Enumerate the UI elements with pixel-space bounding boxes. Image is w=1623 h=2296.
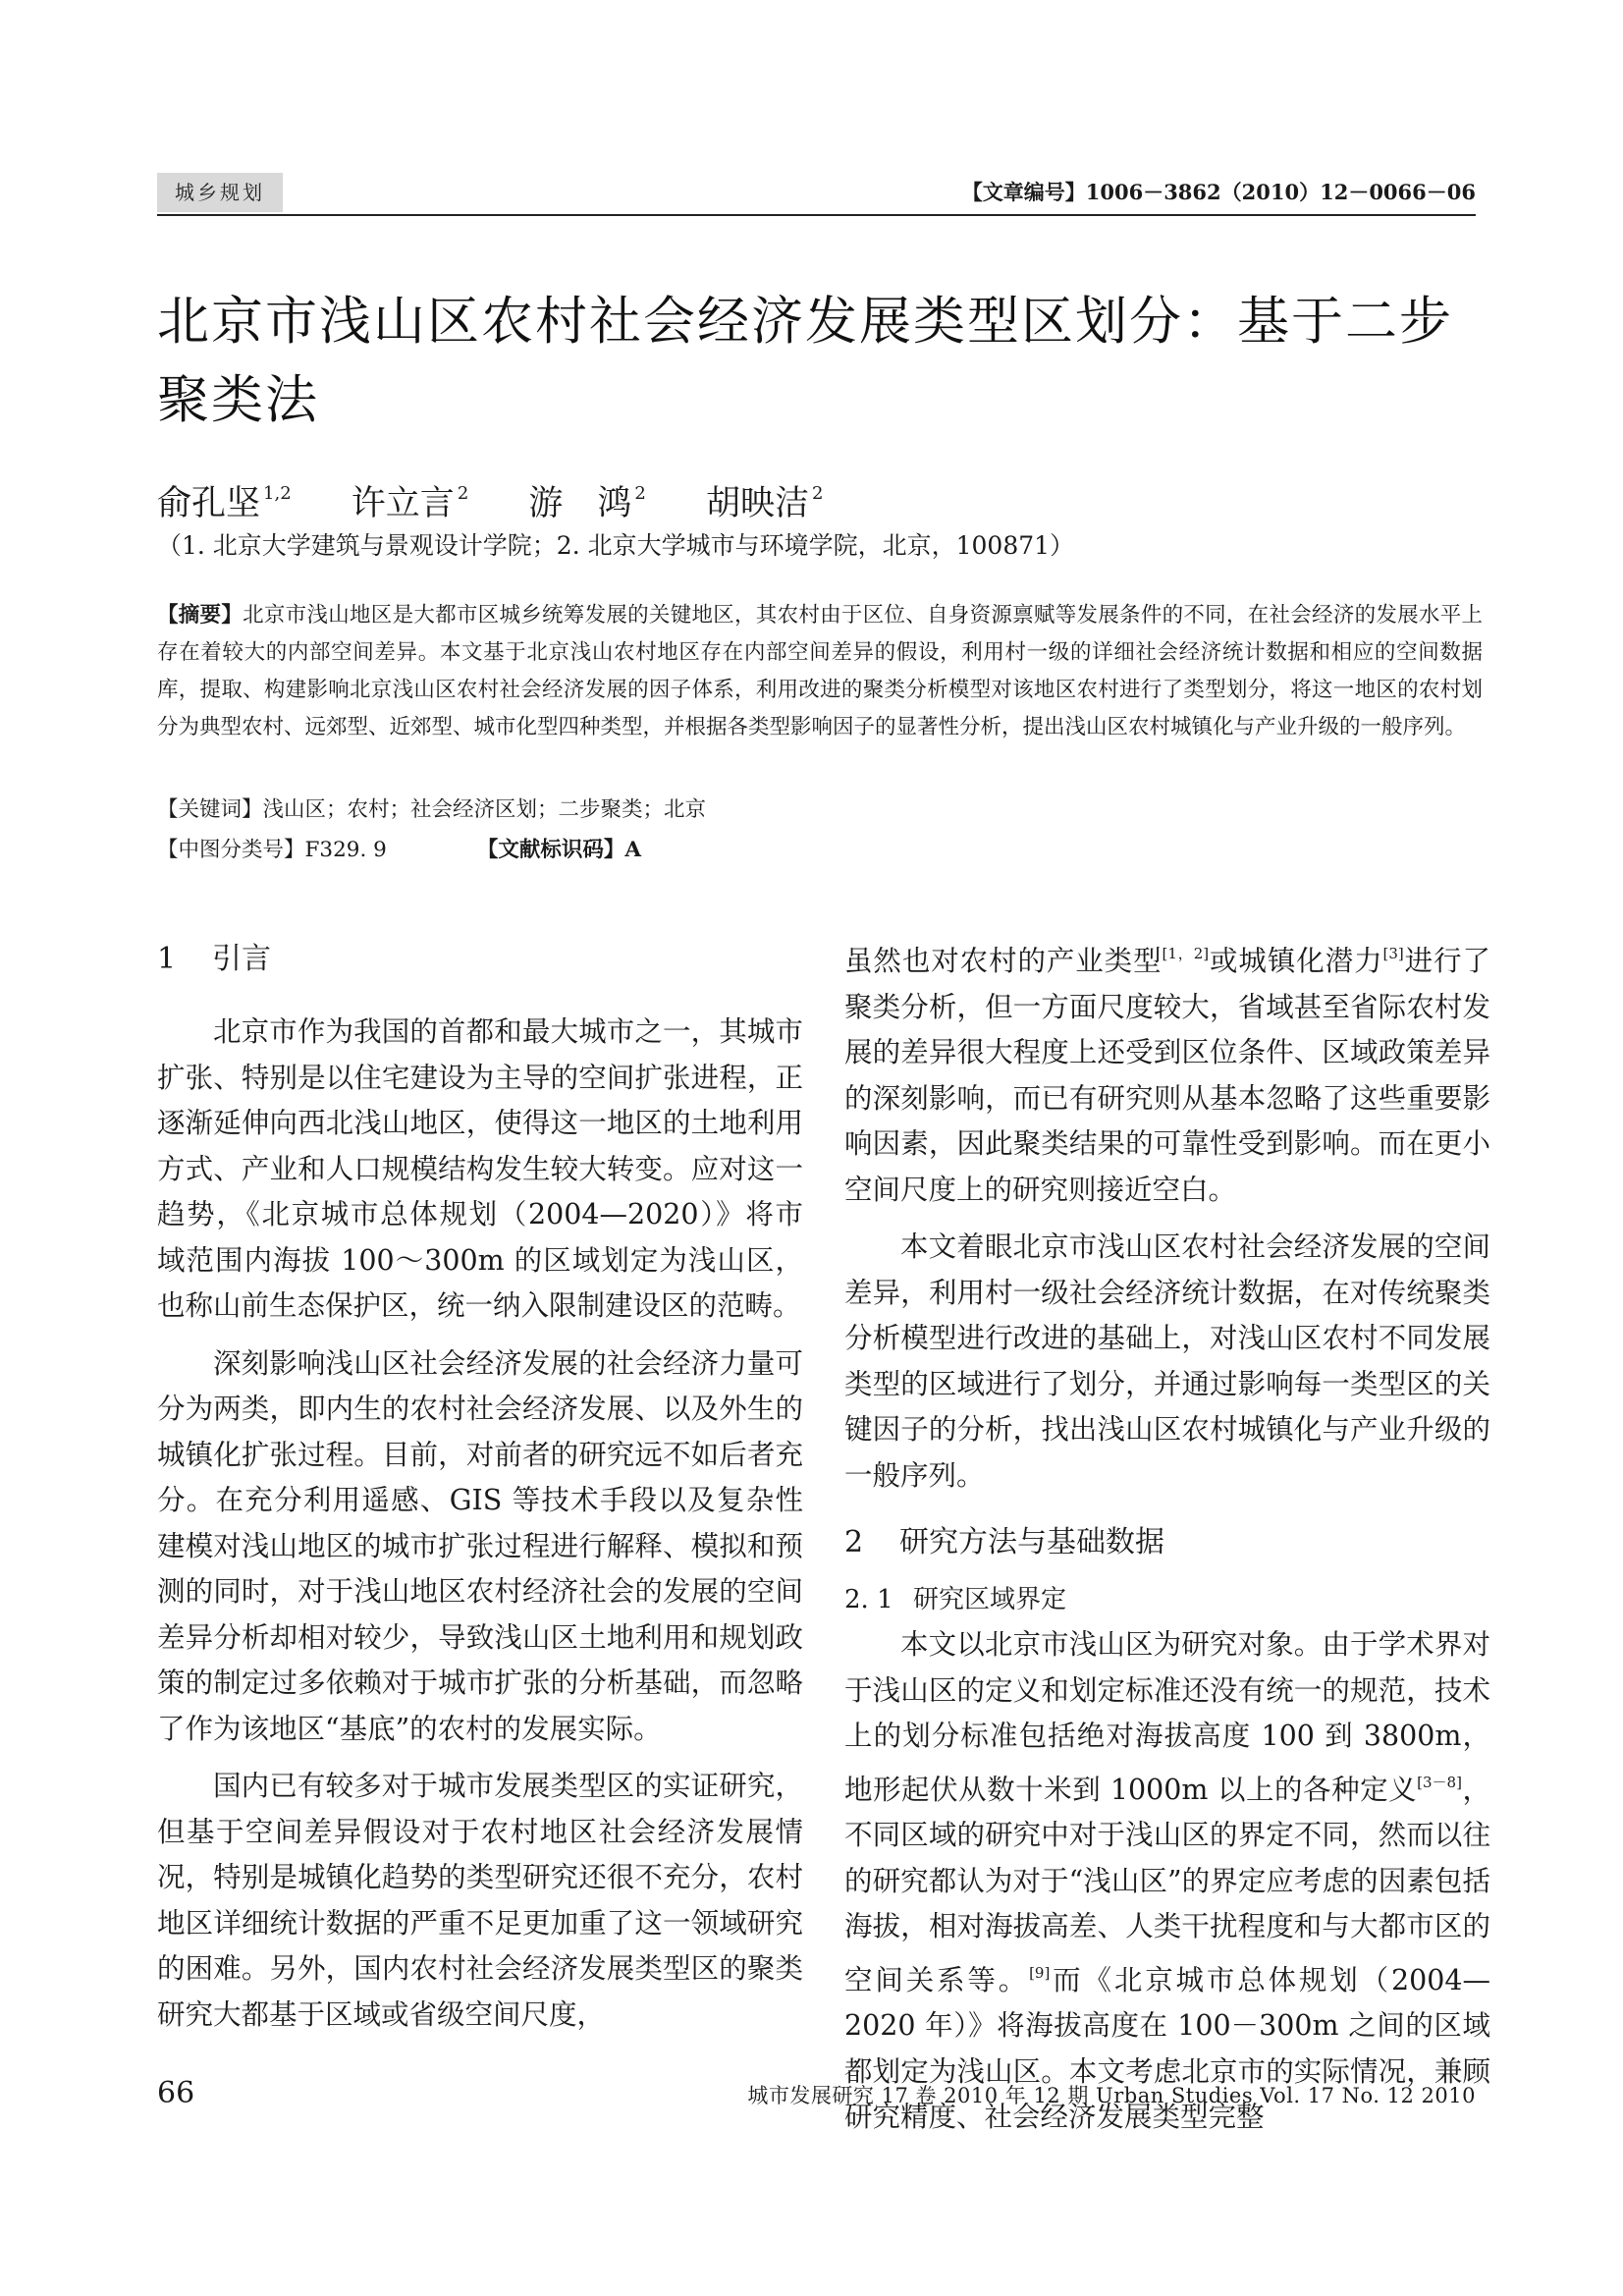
citation: [3－8]: [1417, 1773, 1462, 1791]
classification-line: [157, 833, 641, 868]
header-rule: [157, 214, 1476, 216]
author-list: [157, 469, 872, 528]
section-heading: 2 研究方法与基础数据: [844, 1525, 1164, 1559]
abstract-text: 北京市浅山地区是大都市区城乡统筹发展的关键地区，其农村由于区位、自身资源禀赋等发展条件的不同，在社会经济的发展水平上存在着较大的内部空间差异。本文基于北京浅山农村地区存在内部空间差异的假设，利用村一级的详细社会经济统计数据和相应的空间数据库，提取、构建影响北京浅山区农村社会经济发展的因子体系，利用改进的聚类分析模型对该地区农村进行了类型划分，将这一地区的农村划分为典型农村、远郊型、近郊型、城市化型四种类型，并根据各类型影响因子的显著性分析，提出浅山区农村城镇化与产业升级的一般序列。: [157, 603, 1483, 739]
journal-footer: 城市发展研究 17 卷 2010 年 12 期 Urban Studies Vol. 17 No. 12 2010: [747, 2084, 1476, 2107]
author: 许立言 $^2$: [351, 483, 469, 523]
author: 俞孔坚 $^{1,2}$: [157, 483, 292, 523]
body-paragraph: 虽然也对农村的产业类型[1，2]或城镇化潜力[3]进行了聚类分析，但一方面尺度较大，省域甚至省际农村发展的差异很大程度上还受到区位条件、区域政策差异的深刻影响，而已有研究则从基本忽略了这些重要影响因素，因此聚类结果的可靠性受到影响。而在更小空间尺度上的研究则接近空白。: [844, 945, 1490, 1206]
doc-code-value: A: [624, 838, 642, 862]
body-paragraph: 北京市作为我国的首都和最大城市之一，其城市扩张、特别是以住宅建设为主导的空间扩张进程，正逐渐延伸向西北浅山地区，使得这一地区的土地利用方式、产业和人口规模结构发生较大转变。应对这一趋势，《北京城市总体规划（2004—2020）》将市域范围内海拔 100～300m 的区域划定为浅山区，也称山前生态保护区，统一纳入限制建设区的范畴。: [157, 1015, 803, 1322]
body-paragraph: 本文着眼北京市浅山区农村社会经济发展的空间差异，利用村一级社会经济统计数据，在对传统聚类分析模型进行改进的基础上，对浅山区农村不同发展类型的区域进行了划分，并通过影响每一类型区的关键因子的分析，找出浅山区农村城镇化与产业升级的一般序列。: [844, 1230, 1490, 1492]
section-heading: 1 引言: [157, 942, 271, 976]
keywords-text: 浅山区；农村；社会经济区划；二步聚类；北京: [262, 797, 707, 822]
page-number: 66: [157, 2076, 195, 2110]
section-tag: 城乡规划: [157, 173, 283, 212]
author: 游 鸿 $^2$: [528, 483, 646, 523]
keywords-label: 【关键词】: [157, 797, 263, 822]
doc-code-label: 【文献标识码】: [476, 838, 625, 862]
keywords: [157, 793, 706, 828]
body-paragraph: 国内已有较多对于城市发展类型区的实证研究，但基于空间差异假设对于农村地区社会经济发展情况，特别是城镇化趋势的类型研究还很不充分，农村地区详细统计数据的严重不足更加重了这一领域研究的困难。另外，国内农村社会经济发展类型区的聚类研究大都基于区域或省级空间尺度，: [157, 1770, 803, 2031]
affiliation: （1. 北京大学建筑与景观设计学院；2. 北京大学城市与环境学院，北京，100871）: [157, 531, 1075, 560]
citation: [1，2]: [1162, 945, 1210, 962]
left-column: [157, 931, 803, 2038]
abstract: [157, 597, 1483, 746]
subsection-heading: 2. 1 研究区域界定: [844, 1585, 1067, 1614]
author: 胡映洁 $^2$: [706, 483, 824, 523]
clc-value: F329. 9: [304, 838, 387, 862]
body-paragraph: 深刻影响浅山区社会经济发展的社会经济力量可分为两类，即内生的农村社会经济发展、以及外生的城镇化扩张过程。目前，对前者的研究远不如后者充分。在充分利用遥感、GIS 等技术手段以及复杂性建模对浅山地区的城市扩张过程进行解释、模拟和预测的同时，对于浅山地区农村经济社会的发展的空间差异分析却相对较少，导致浅山区土地利用和规划政策的制定过多依赖对于城市扩张的分析基础，而忽略了作为该地区“基底”的农村的发展实际。: [157, 1346, 803, 1745]
article-number: 【文章编号】1006－3862（2010）12－0066－06: [961, 180, 1476, 204]
citation: [9]: [1029, 1963, 1051, 1982]
abstract-label: 【摘要】: [157, 603, 243, 628]
article-title: 北京市浅山区农村社会经济发展类型区划分：基于二步聚类法: [157, 292, 1453, 430]
clc-label: 【中图分类号】: [157, 838, 305, 862]
body-paragraph: 本文以北京市浅山区为研究对象。由于学术界对于浅山区的定义和划定标准还没有统一的规范，技术上的划分标准包括绝对海拔高度 100 到 3800m，地形起伏从数十米到 1000m 以上的各种定义[3－8]，不同区域的研究中对于浅山区的界定不同，然而以往的研究都认为对于“浅山区”的界定应考虑的因素包括海拔，相对海拔高差、人类干扰程度和与大都市区的空间关系等。[9]而《北京城市总体规划（2004—2020 年）》将海拔高度在 100－300m 之间的区域都划定为浅山区。本文考虑北京市的实际情况，兼顾研究精度、社会经济发展类型完整: [844, 1628, 1490, 2133]
citation: [3]: [1382, 945, 1404, 962]
right-column: [844, 931, 1490, 2141]
